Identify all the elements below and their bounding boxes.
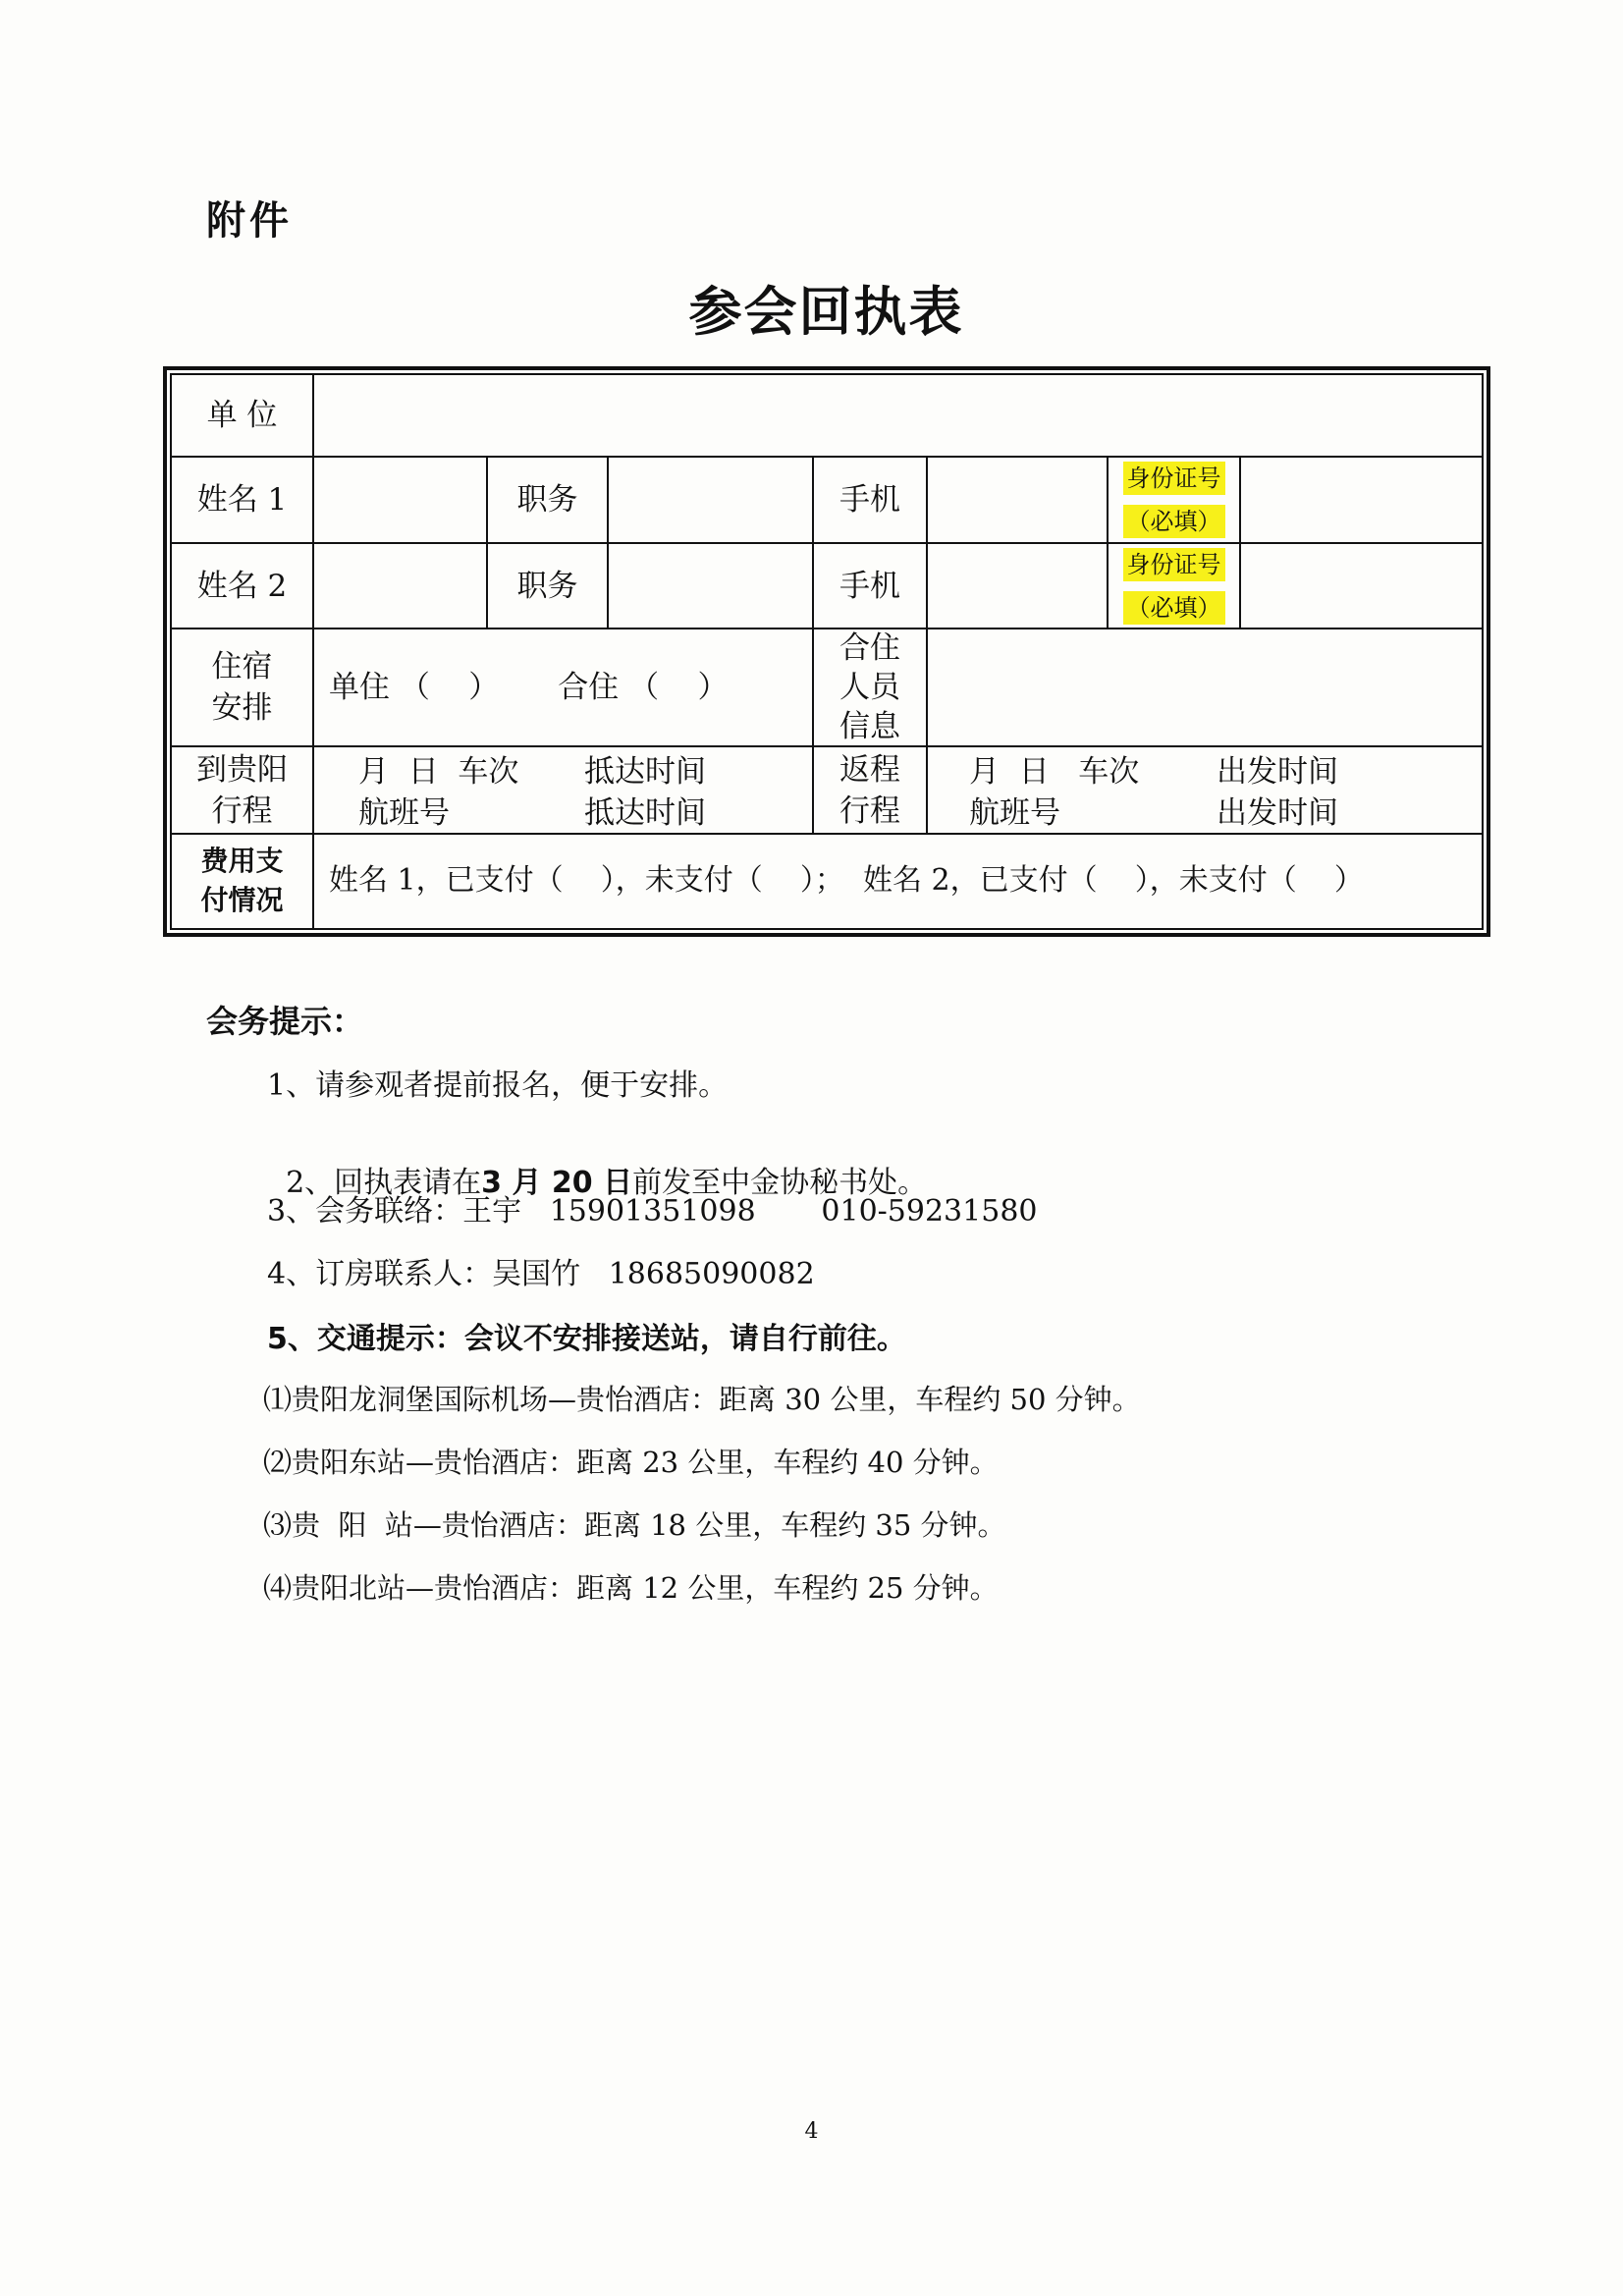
arrival-label-line2: 行程 bbox=[211, 793, 273, 829]
name1-phone-input[interactable] bbox=[928, 458, 1107, 542]
roommate-label-line3: 信息 bbox=[839, 709, 900, 744]
note-item-2-suffix: 前发至中金协秘书处。 bbox=[632, 1166, 928, 1200]
name1-phone-label: 手机 bbox=[839, 482, 900, 518]
id-number-label: 身份证号 bbox=[1123, 462, 1225, 495]
note-item-5: 5、交通提示：会议不安排接送站，请自行前往。 bbox=[267, 1322, 906, 1356]
return-details[interactable] bbox=[969, 751, 1338, 834]
required-note: （必填） bbox=[1123, 591, 1225, 625]
name1-id-label-cell bbox=[1109, 458, 1239, 542]
name1-position-label: 职务 bbox=[516, 482, 578, 518]
arrival-time-label: 抵达时间 bbox=[584, 754, 706, 790]
required-note: （必填） bbox=[1123, 505, 1225, 538]
name2-label: 姓名 2 bbox=[196, 568, 288, 604]
return-flight: 航班号 bbox=[969, 795, 1060, 831]
lodging-label-line2: 安排 bbox=[211, 690, 273, 726]
roommate-input[interactable] bbox=[928, 629, 1482, 745]
transport-item-1: ⑴贵阳龙洞堡国际机场—贵怡酒店：距离 30 公里，车程约 50 分钟。 bbox=[263, 1383, 1141, 1416]
name2-phone-input[interactable] bbox=[928, 544, 1107, 628]
return-label-line1: 返程 bbox=[839, 751, 900, 788]
unit-label: 单 位 bbox=[206, 398, 278, 433]
name2-position-label: 职务 bbox=[516, 568, 578, 604]
name2-id-input[interactable] bbox=[1241, 544, 1482, 628]
note-item-2-prefix: 2、回执表请在 bbox=[286, 1166, 482, 1200]
notes-heading: 会务提示： bbox=[206, 1003, 364, 1040]
name2-id-label-cell bbox=[1109, 544, 1239, 628]
name2-position-input[interactable] bbox=[609, 544, 812, 628]
deadline-date: 3 月 20 日 bbox=[481, 1166, 633, 1200]
departure-time-label: 出发时间 bbox=[1217, 754, 1338, 790]
name2-phone-label: 手机 bbox=[839, 568, 900, 604]
return-label bbox=[814, 747, 926, 833]
roommate-label-line2: 人员 bbox=[839, 670, 900, 705]
name1-label: 姓名 1 bbox=[196, 482, 288, 518]
transport-item-4: ⑷贵阳北站—贵怡酒店：距离 12 公里，车程约 25 分钟。 bbox=[263, 1571, 999, 1605]
transport-item-3: ⑶贵 阳 站—贵怡酒店：距离 18 公里，车程约 35 分钟。 bbox=[263, 1508, 1006, 1542]
arrival-flight: 航班号 bbox=[358, 795, 450, 831]
name2-input[interactable] bbox=[314, 544, 486, 628]
name1-position-input[interactable] bbox=[609, 458, 812, 542]
lodging-options bbox=[329, 629, 810, 745]
registration-form-table bbox=[163, 366, 1490, 937]
arrival-time-label-2: 抵达时间 bbox=[584, 795, 706, 831]
roommate-label bbox=[814, 629, 926, 745]
return-label-line2: 行程 bbox=[839, 793, 900, 829]
name1-id-input[interactable] bbox=[1241, 458, 1482, 542]
lodging-label bbox=[172, 629, 312, 745]
arrival-date-train: 月 日 车次 bbox=[358, 754, 519, 790]
transport-item-2: ⑵贵阳东站—贵怡酒店：距离 23 公里，车程约 40 分钟。 bbox=[263, 1446, 999, 1479]
arrival-details[interactable] bbox=[358, 751, 706, 834]
return-date-train: 月 日 车次 bbox=[969, 754, 1140, 790]
arrival-label bbox=[172, 747, 312, 833]
payment-status[interactable]: 姓名 1，已支付（ ），未支付（ ）； 姓名 2，已支付（ ），未支付（ ） bbox=[329, 863, 1364, 898]
unit-input[interactable] bbox=[314, 375, 1482, 456]
lodging-label-line1: 住宿 bbox=[211, 649, 273, 684]
note-item-1: 1、请参观者提前报名，便于安排。 bbox=[267, 1068, 729, 1103]
name1-input[interactable] bbox=[314, 458, 486, 542]
note-item-3: 3、会务联络：王宇 15901351098 010-59231580 bbox=[267, 1194, 1038, 1229]
table-inner-border bbox=[170, 373, 1484, 930]
id-number-label: 身份证号 bbox=[1123, 548, 1225, 581]
departure-time-label-2: 出发时间 bbox=[1217, 795, 1338, 831]
roommate-label-line1: 合住 bbox=[839, 630, 900, 666]
attachment-label: 附件 bbox=[206, 198, 293, 244]
payment-label-line2: 付情况 bbox=[200, 884, 284, 916]
page-number: 4 bbox=[804, 2119, 819, 2144]
shared-room-option[interactable]: 合住 （ ） bbox=[558, 670, 729, 705]
note-item-4: 4、订房联系人：吴国竹 18685090082 bbox=[267, 1257, 815, 1291]
payment-label bbox=[172, 835, 312, 927]
single-room-option[interactable]: 单住 （ ） bbox=[329, 670, 500, 705]
arrival-label-line1: 到贵阳 bbox=[196, 751, 288, 788]
page-title: 参会回执表 bbox=[688, 281, 964, 343]
payment-label-line1: 费用支 bbox=[200, 845, 284, 877]
